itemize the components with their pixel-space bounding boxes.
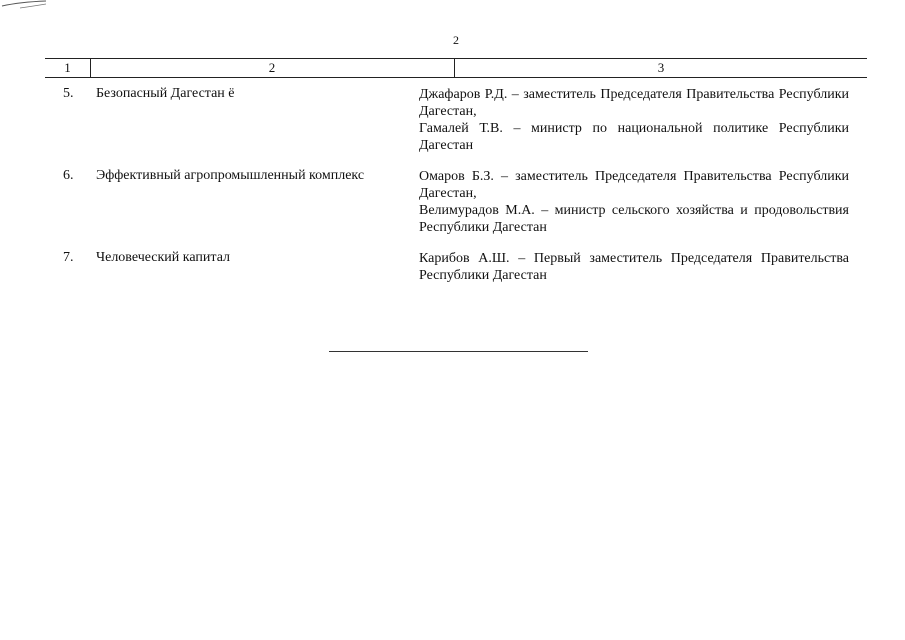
responsible-person: Омаров Б.З. – заместитель Председателя Правительства Республики Дагестан, (419, 169, 849, 201)
scan-corner-mark (0, 0, 60, 12)
row-number: 6. (63, 168, 74, 183)
project-name: Эффективный агропромышленный комплекс (96, 168, 365, 183)
responsible-persons (419, 86, 849, 154)
responsible-persons (419, 168, 849, 236)
column-header-3: 3 (657, 60, 665, 75)
page-number: 2 (453, 33, 459, 47)
table-header (45, 58, 867, 78)
responsible-person: Карибов А.Ш. – Первый заместитель Председателя Правительства Республики Дагестан (419, 251, 849, 283)
row-number: 5. (63, 86, 74, 101)
row-number: 7. (63, 250, 74, 265)
responsible-person: Джафаров Р.Д. – заместитель Председателя Правительства Республики Дагестан, (419, 87, 849, 119)
column-header-2: 2 (90, 59, 455, 77)
column-header-1: 1 (45, 59, 91, 77)
end-of-document-rule (329, 351, 588, 352)
project-name: Безопасный Дагестан ё (96, 86, 235, 101)
responsible-persons (419, 250, 849, 284)
project-name: Человеческий капитал (96, 250, 231, 265)
responsible-person: Гамалей Т.В. – министр по национальной политике Республики Дагестан (419, 121, 849, 153)
responsible-person: Велимурадов М.А. – министр сельского хозяйства и продовольствия Республики Дагестан (419, 203, 849, 235)
